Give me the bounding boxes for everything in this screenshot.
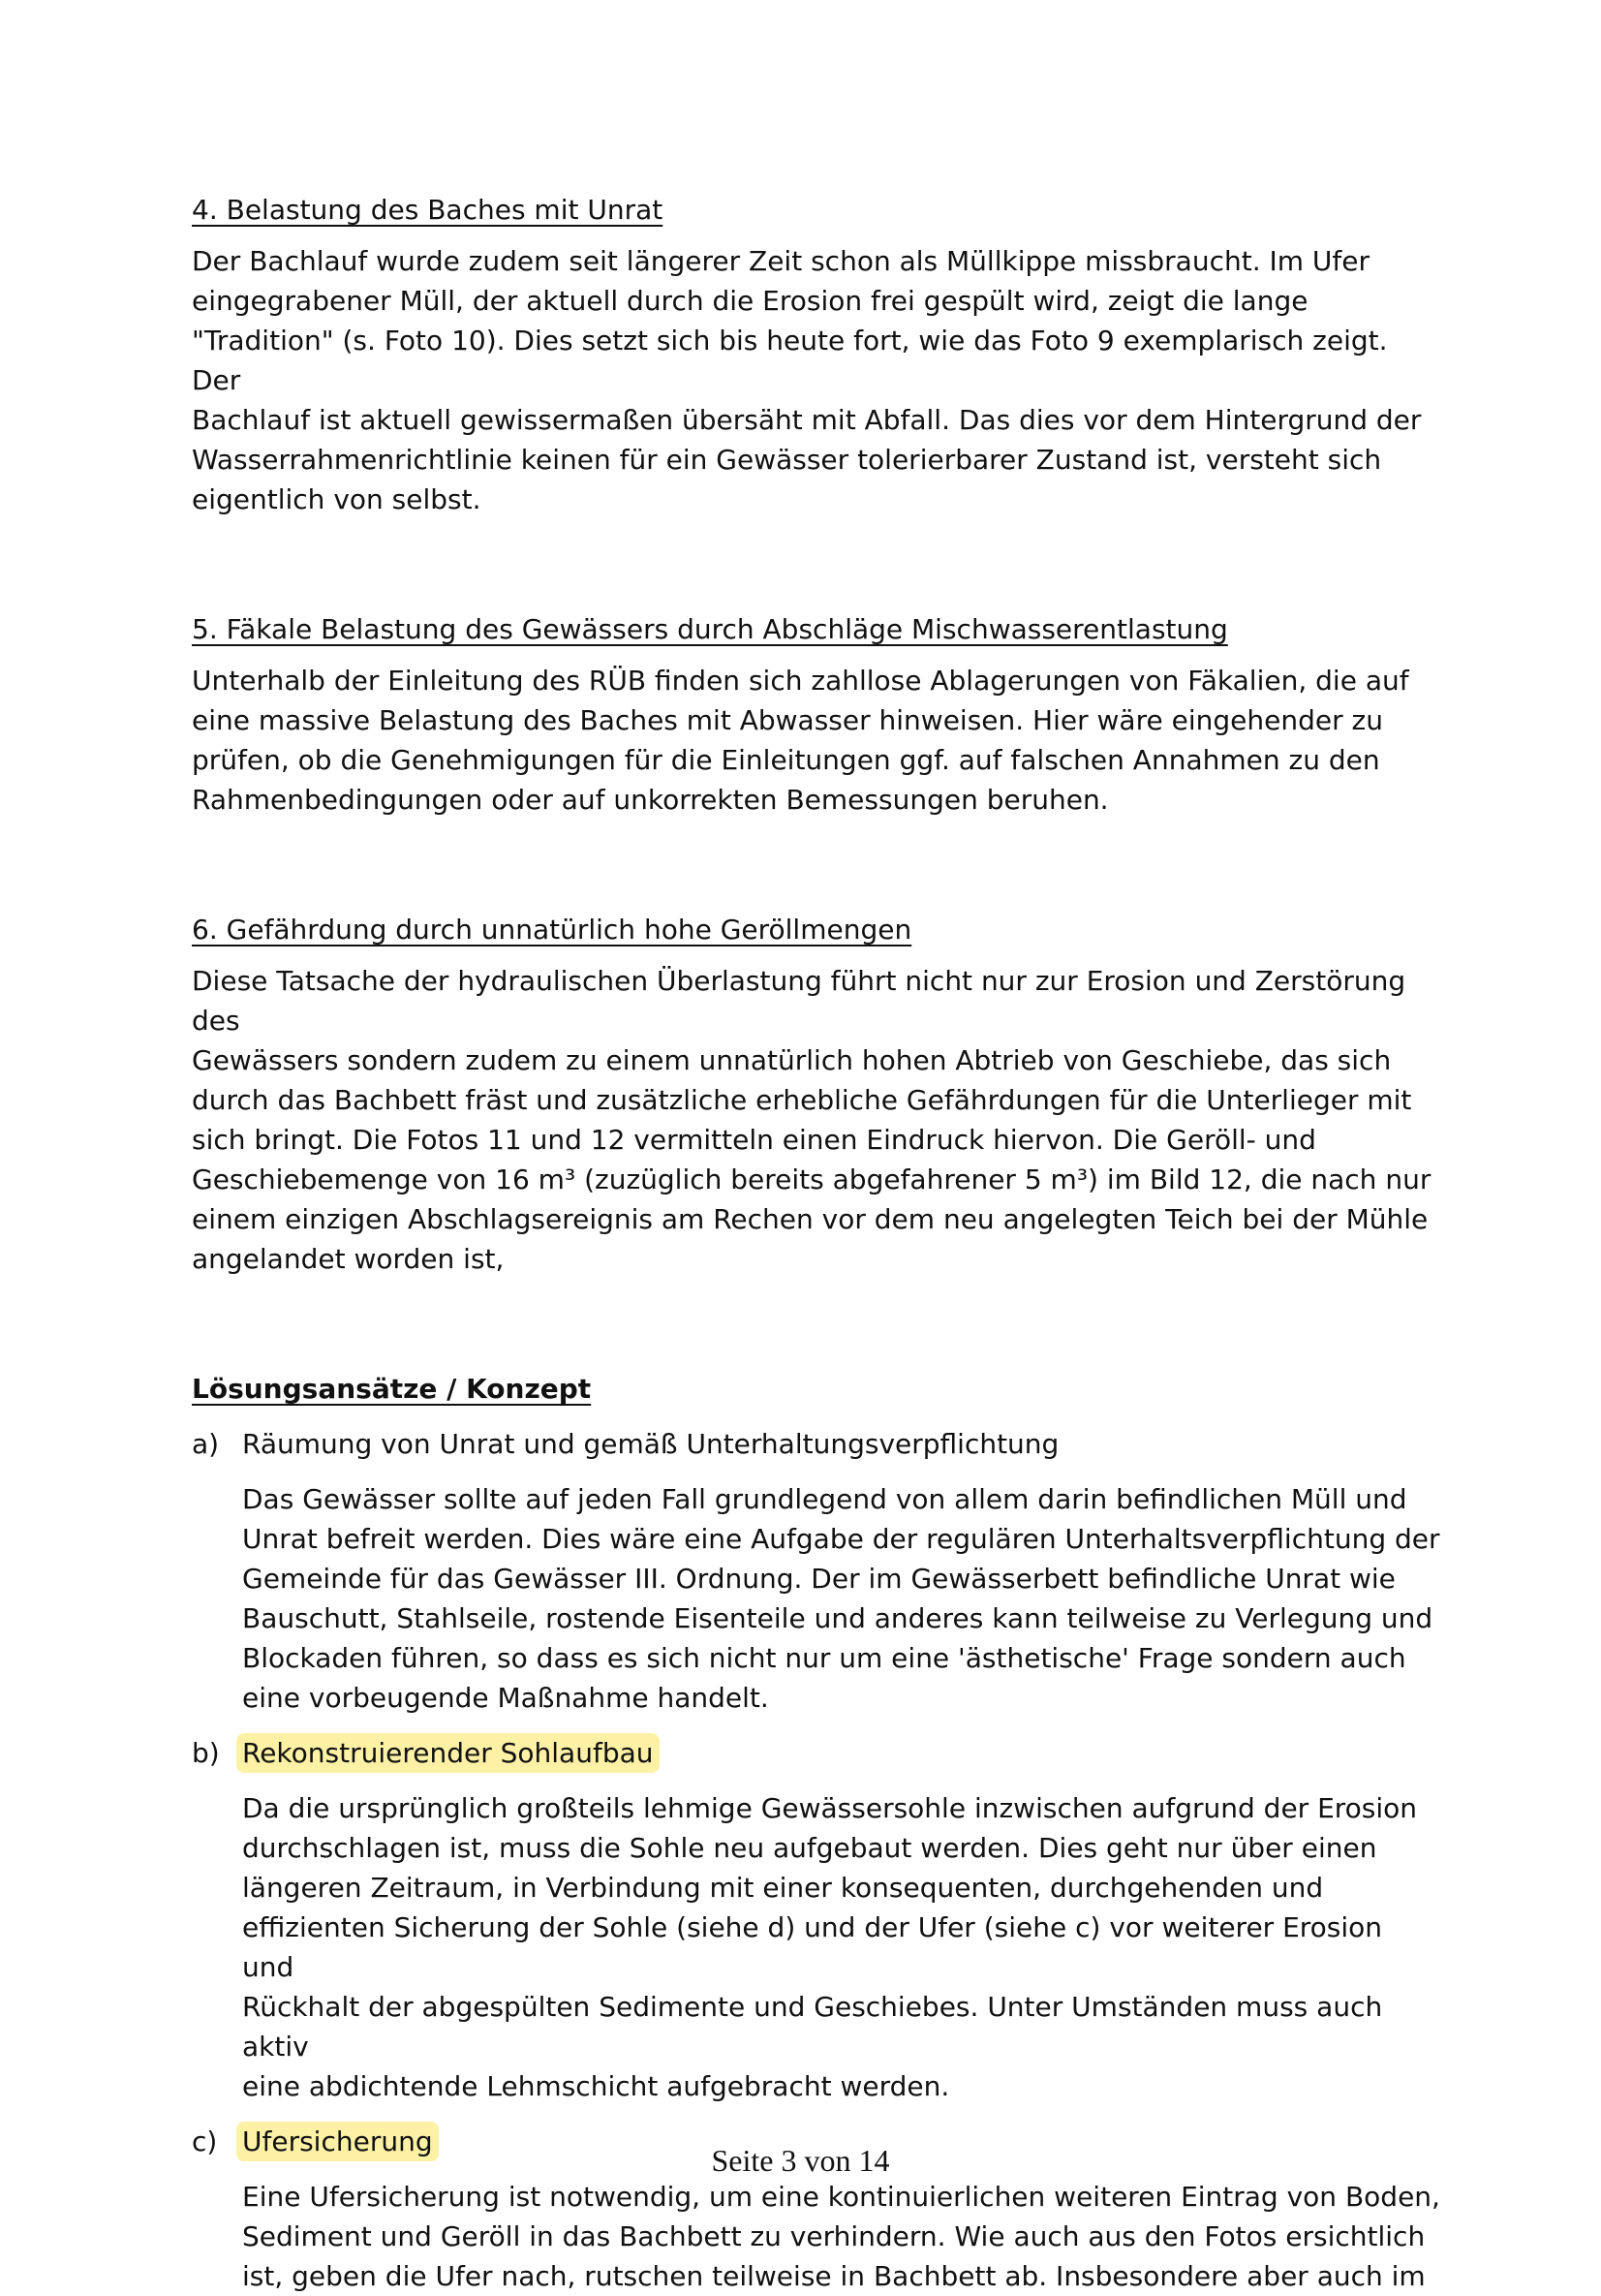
text-line: durchschlagen ist, muss die Sohle neu aufgebaut werden. Dies geht nur über einen — [242, 1832, 1377, 1864]
text-line: durch das Bachbett fräst und zusätzliche erhebliche Gefährdungen für die Unterlieger mit — [192, 1084, 1412, 1116]
page-content — [192, 190, 1441, 2296]
text-line: längeren Zeitraum, in Verbindung mit einer konsequenten, durchgehenden und — [242, 1872, 1324, 1904]
section-5-heading: 5. Fäkale Belastung des Gewässers durch Abschläge Mischwasserentlastung — [192, 613, 1228, 645]
text-line: Bauschutt, Stahlseile, rostende Eisenteile und anderes kann teilweise zu Verlegung und — [242, 1602, 1433, 1634]
section-4-text — [192, 241, 1441, 519]
text-line: Rückhalt der abgespülten Sedimente und Geschiebes. Unter Umständen muss auch aktiv — [242, 1991, 1383, 2063]
list-item-label-row — [192, 1424, 1441, 1464]
solutions-heading: Lösungsansätze / Konzept — [192, 1373, 592, 1405]
list-item-title-highlighted: Ufersicherung — [236, 2122, 439, 2161]
section-4 — [192, 190, 1441, 519]
section-6-text — [192, 961, 1441, 1279]
list-item-body — [242, 2177, 1441, 2296]
section-5-text — [192, 661, 1441, 820]
text-line: sich bringt. Die Fotos 11 und 12 vermitteln einen Eindruck hiervon. Die Geröll- und — [192, 1124, 1316, 1156]
solution-item-a — [192, 1424, 1441, 1718]
section-4-heading: 4. Belastung des Baches mit Unrat — [192, 194, 663, 226]
text-line: Wasserrahmenrichtlinie keinen für ein Gewässer tolerierbarer Zustand ist, versteht sich — [192, 444, 1382, 476]
text-line: Bachlauf ist aktuell gewissermaßen übersäht mit Abfall. Das dies vor dem Hintergrund der — [192, 404, 1422, 436]
section-5 — [192, 609, 1441, 820]
text-line: Blockaden führen, so dass es sich nicht nur um eine 'ästhetische' Frage sondern auch — [242, 1642, 1406, 1674]
list-item-body — [242, 1788, 1441, 2106]
text-line: Gewässers sondern zudem zu einem unnatürlich hohen Abtrieb von Geschiebe, das sich — [192, 1044, 1392, 1076]
text-line: Unrat befreit werden. Dies wäre eine Aufgabe der regulären Unterhaltsverpflichtung der — [242, 1523, 1440, 1555]
solution-item-b — [192, 1733, 1441, 2106]
text-line: prüfen, ob die Genehmigungen für die Einleitungen ggf. auf falschen Annahmen zu den — [192, 744, 1380, 776]
text-line: Diese Tatsache der hydraulischen Überlastung führt nicht nur zur Erosion und Zerstörung des — [192, 965, 1406, 1037]
page-number-footer: Seite 3 von 14 — [711, 2143, 890, 2178]
text-line: eigentlich von selbst. — [192, 483, 481, 515]
text-line: Das Gewässer sollte auf jeden Fall grundlegend von allem darin befindlichen Müll und — [242, 1483, 1407, 1515]
text-line: Sediment und Geröll in das Bachbett zu verhindern. Wie auch aus den Fotos ersichtlich — [242, 2220, 1426, 2252]
text-line: Der Bachlauf wurde zudem seit längerer Zeit schon als Müllkippe missbraucht. Im Ufer — [192, 245, 1370, 277]
text-line: eine massive Belastung des Baches mit Abwasser hinweisen. Hier wäre eingehender zu — [192, 704, 1383, 736]
text-line: angelandet worden ist, — [192, 1243, 505, 1275]
text-line: Eine Ufersicherung ist notwendig, um eine kontinuierlichen weiteren Eintrag von Boden, — [242, 2181, 1440, 2213]
text-line: Geschiebemenge von 16 m³ (zuzüglich bereits abgefahrener 5 m³) im Bild 12, die nach nur — [192, 1164, 1432, 1195]
text-line: Rahmenbedingungen oder auf unkorrekten Bemessungen beruhen. — [192, 784, 1109, 816]
section-6-heading: 6. Gefährdung durch unnatürlich hohe Geröllmengen — [192, 914, 912, 946]
list-marker: b) — [192, 1737, 220, 1769]
text-line: eine abdichtende Lehmschicht aufgebracht werden. — [242, 2070, 950, 2102]
list-item-body — [242, 1479, 1441, 1718]
text-line: Unterhalb der Einleitung des RÜB finden sich zahllose Ablagerungen von Fäkalien, die auf — [192, 665, 1409, 697]
list-marker: a) — [192, 1428, 220, 1460]
text-line: "Tradition" (s. Foto 10). Dies setzt sich bis heute fort, wie das Foto 9 exemplarisch zeigt. Der — [192, 325, 1388, 396]
list-item-title-highlighted: Rekonstruierender Sohlaufbau — [236, 1733, 660, 1773]
text-line: Gemeinde für das Gewässer III. Ordnung. Der im Gewässerbett befindliche Unrat wie — [242, 1563, 1396, 1595]
section-6 — [192, 910, 1441, 1279]
text-line: eine vorbeugende Maßnahme handelt. — [242, 1682, 769, 1714]
list-marker: c) — [192, 2125, 218, 2157]
text-line: einem einzigen Abschlagsereignis am Rechen vor dem neu angelegten Teich bei der Mühle — [192, 1203, 1429, 1235]
text-line: ist, geben die Ufer nach, rutschen teilweise in Bachbett ab. Insbesondere aber auch im — [242, 2260, 1426, 2292]
list-item-title: Räumung von Unrat und gemäß Unterhaltungsverpflichtung — [242, 1428, 1060, 1460]
text-line: Da die ursprünglich großteils lehmige Gewässersohle inzwischen aufgrund der Erosion — [242, 1792, 1418, 1824]
list-item-label-row — [192, 1733, 1441, 1773]
text-line: eingegrabener Müll, der aktuell durch die Erosion frei gespült wird, zeigt die lange — [192, 285, 1309, 317]
text-line: effizienten Sicherung der Sohle (siehe d) und der Ufer (siehe c) vor weiterer Erosion und — [242, 1911, 1383, 1983]
